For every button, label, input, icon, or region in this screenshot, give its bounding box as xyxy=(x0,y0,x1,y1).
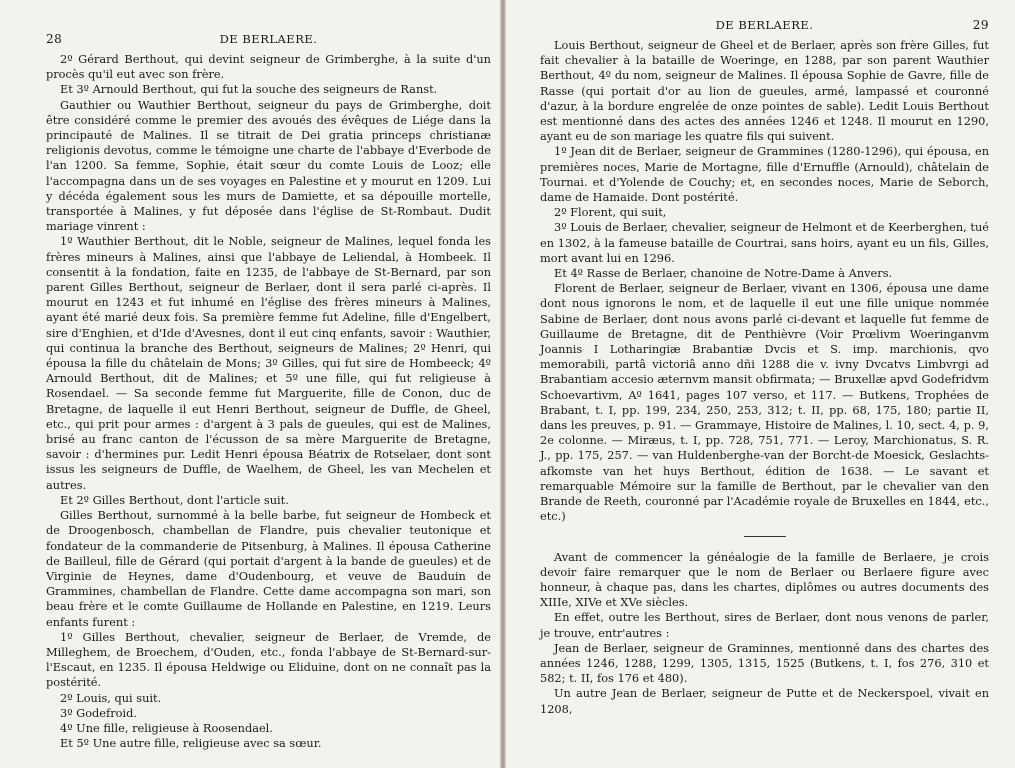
page-number: 28 xyxy=(46,32,63,46)
right-page xyxy=(508,0,1015,768)
paragraph: Un autre Jean de Berlaer, seigneur de Putte et de Neckerspoel, vivait en 1208, xyxy=(540,686,989,716)
paragraph: En effet, outre les Berthout, sires de Berlaer, dont nous venons de parler, je trouve, entr'autres : xyxy=(540,610,989,640)
paragraph: Gauthier ou Wauthier Berthout, seigneur du pays de Grimberghe, doit être considéré comme le premier des avoués des évêques de Liége dans la principauté de Malines. Il se titrait de Dei gratia princeps christianæ religionis devotus, comme le témoigne une charte de l'abbaye d'Everbode de l'an 1200. Sa femme, Sophie, était sœur du comte Louis de Looz; elle l'accompagna dans un de ses voyages en Palestine et y mourut en 1209. Lui y décéda également sous les murs de Damiette, et sa dépouille mortelle, transportée à Malines, y fut déposée dans l'église de St-Rombaut. Dudit mariage vinrent : xyxy=(46,97,491,234)
right-page-header xyxy=(540,18,989,38)
paragraph: Et 3º Arnould Berthout, qui fut la souche des seigneurs de Ranst. xyxy=(60,82,438,97)
running-title: DE BERLAERE. xyxy=(219,32,318,46)
paragraph: Jean de Berlaer, seigneur de Graminnes, mentionné dans des chartes des années 1246, 1288, 1299, 1305, 1315, 1525 (Butkens, t. I, fos 276, 310 et 582; t. II, fos 176 et 480). xyxy=(540,640,989,686)
paragraph: Louis Berthout, seigneur de Gheel et de Berlaer, après son frère Gilles, fut fait chevalier à la bataille de Woeringe, en 1288, par son parent Wauthier Berthout, 4º du nom, seigneur de Malines. Il épousa Sophie de Gavre, fille de Rasse (qui portait d'or au lion de gueules, armé, lampassé et couronné d'azur, à la bordure engrelée de onze pointes de sable). Ledit Louis Berthout est mentionné dans des actes des années 1246 et 1248. Il mourut en 1290, ayant eu de son mariage les quatre fils qui suivent. xyxy=(540,38,989,144)
paragraph: Florent de Berlaer, seigneur de Berlaer, vivant en 1306, épousa une dame dont nous ignorons le nom, et de laquelle il eut une fille unique nommée Sabine de Berlaer, dont nous avons parlé ci-devant et laquelle fut femme de Guillaume de Bretagne, dit de Penthièvre (Voir Prœlivm Woeringanvm Joannis I Lotharingiæ Brabantiæ Dvcis et S. imp. marchionis, qvo memorabili, partâ victoriâ anno dñi 1288 die v. ivny Dvcatvs Limbvrgi ad Brabantiam accesio æternvm mansit obfirmata; — Bruxellæ apvd Godefridvm Schoevartivm, Aº 1641, pages 107 verso, et 117. — Butkens, Trophées de Brabant, t. I, pp. 199, 234, 250, 253, 312; t. II, pp. 68, 175, 180; partie II, dans les preuves, p. 91. — Grammaye, Histoire de Malines, l. 10, sect. 4, p. 9, 2e colonne. — Miræus, t. I, pp. 728, 751, 771. — Leroy, Marchionatus, S. R. J., pp. 175, 257. — van Huldenberghe-van der Borcht-de Moesick, Geslachts-afkomste van het huys Berthout, édition de 1638. — Le savant et remarquable Mémoire sur la famille de Berthout, par le chevalier van den Brande de Reeth, couronné par l'Académie royale de Bruxelles en 1844, etc., etc.) xyxy=(540,281,989,524)
paragraph: 2º Louis, qui suit. xyxy=(60,690,162,705)
paragraph: Avant de commencer la généalogie de la famille de Berlaere, je crois devoir faire remarquer que le nom de Berlaer ou Berlaere figure avec honneur, à chaque pas, dans les chartes, diplômes ou autres documents des XIIIe, XIVe et XVe siècles. xyxy=(540,549,989,610)
left-page-text xyxy=(46,52,491,751)
paragraph: 3º Godefroid. xyxy=(60,705,137,720)
paragraph: 1º Jean dit de Berlaer, seigneur de Grammines (1280-1296), qui épousa, en premières noces, Marie de Mortagne, fille d'Ernuffle (Arnould), châtelain de Tournai. et d'Yolende de Couchy; et, en secondes noces, Marie de Seborch, dame de Hamaide. Dont postérité. xyxy=(540,144,989,205)
paragraph: 2º Gérard Berthout, qui devint seigneur de Grimberghe, à la suite d'un procès qu'il eut avec son frère. xyxy=(46,52,491,82)
paragraph: 1º Wauthier Berthout, dit le Noble, seigneur de Malines, lequel fonda les frères mineurs à Malines, ainsi que l'abbaye de Leliendal, à Hombeek. Il consentit à la fondation, faite en 1235, de l'abbaye de St-Bernard, par son parent Gilles Berthout, seigneur de Berlaer, dont il sera parlé ci-après. Il mourut en 1243 et fut inhumé en l'église des frères mineurs à Malines, ayant été marié deux fois. Sa première femme fut Adeline, fille d'Engelbert, sire d'Enghien, et d'Ide d'Avesnes, dont il eut cinq enfants, savoir : Wauthier, qui continua la branche des Berthout, seigneurs de Malines; 2º Henri, qui épousa la fille du châtelain de Mons; 3º Gilles, qui fut sire de Hombeeck; 4º Arnould Berthout, dit de Malines; et 5º une fille, qui fut religieuse à Rosendael. — Sa seconde femme fut Marguerite, fille de Conon, duc de Bretagne, de laquelle il eut Henri Berthout, seigneur de Duffle, de Gheel, etc., qui prit pour armes : d'argent à 3 pals de gueules, qui est de Malines, brisé au franc canton de l'écusson de sa mère Marguerite de Bretagne, savoir : d'hermines pur. Ledit Henri épousa Béatrix de Rotselaer, dont sont issus les seigneurs de Duffle, de Waelhem, de Gheel, les van Mechelen et autres. xyxy=(46,234,491,492)
left-page xyxy=(0,0,505,768)
paragraph: 3º Louis de Berlaer, chevalier, seigneur de Helmont et de Keerberghen, tué en 1302, à la fameuse bataille de Courtrai, sans hoirs, ayant eu un fils, Gilles, mort avant lui en 1296. xyxy=(540,220,989,265)
paragraph: 4º Une fille, religieuse à Roosendael. xyxy=(60,720,273,735)
paragraph: 2º Florent, qui suit, xyxy=(554,205,667,220)
paragraph: Gilles Berthout, surnommé à la belle barbe, fut seigneur de Hombeck et de Droogenbosch, chambellan de Flandre, puis chevalier teutonique et fondateur de la commanderie de Pitsenburg, à Malines. Il épousa Catherine de Bailleul, fille de Gérard (qui portait d'argent à la bande de gueules) et de Virginie de Heynes, dame d'Oudenbourg, et veuve de Bauduin de Grammines, chambellan de Flandre. Cette dame accompagna son mari, son beau frère et le comte Guillaume de Hollande en Palestine, en 1219. Leurs enfants furent : xyxy=(46,508,491,629)
right-page-text xyxy=(540,38,989,717)
paragraph: Et 4º Rasse de Berlaer, chanoine de Notre-Dame à Anvers. xyxy=(554,266,893,281)
section-divider xyxy=(744,536,786,537)
paragraph: 1º Gilles Berthout, chevalier, seigneur de Berlaer, de Vremde, de Milleghem, de Broechem, d'Ouden, etc., fonda l'abbaye de St-Bernard-sur-l'Escaut, en 1235. Il épousa Heldwige ou Eliduine, dont on ne connaît pas la postérité. xyxy=(46,629,491,690)
page-number: 29 xyxy=(972,18,989,32)
left-page-header xyxy=(46,32,491,52)
paragraph: Et 5º Une autre fille, religieuse avec sa sœur. xyxy=(60,736,322,751)
paragraph: Et 2º Gilles Berthout, dont l'article suit. xyxy=(60,492,289,507)
running-title: DE BERLAERE. xyxy=(715,18,814,32)
